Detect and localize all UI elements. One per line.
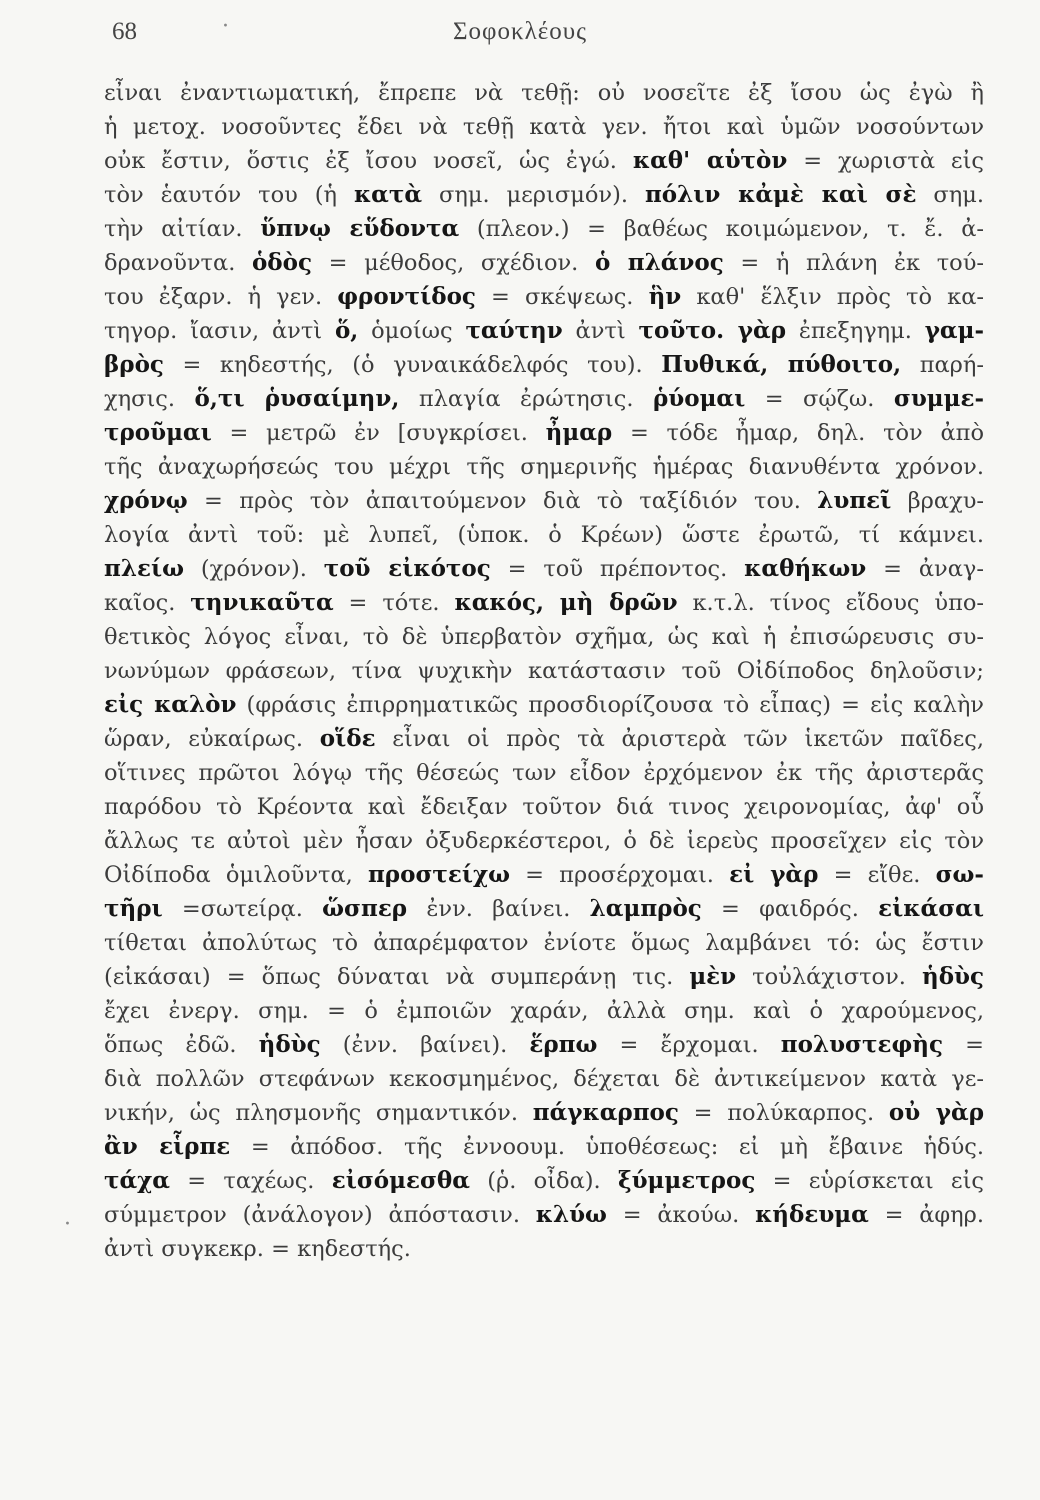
- gloss-text: νικήν, ὡς πλησμονῆς σημαντικόν.: [104, 1100, 533, 1126]
- gloss-text: (ἐνν. βαίνει).: [320, 1032, 530, 1058]
- lemma-term: πόλιν κἀμὲ καὶ σὲ: [644, 181, 917, 208]
- gloss-text: τίθεται ἀπολύτως τὸ ἀπαρέμφατον ἐνίοτε ὅμως λαμβάνει τό: ὡς ἔστιν: [104, 930, 984, 956]
- text-line: [104, 1096, 984, 1130]
- gloss-text: =σωτείρᾳ.: [162, 896, 323, 922]
- text-line: [104, 416, 984, 450]
- gloss-text: ἀντὶ: [562, 318, 639, 344]
- lemma-term: πλείω: [104, 555, 184, 582]
- lemma-term: φροντίδος: [337, 283, 476, 310]
- text-line: [104, 518, 984, 552]
- lemma-term: λαμπρὸς: [589, 895, 702, 922]
- text-line: [104, 484, 984, 518]
- gloss-text: τὸν ἑαυτόν του (ἡ: [104, 182, 354, 208]
- lemma-term: τροῦμαι: [104, 419, 212, 446]
- lemma-term: ὅ,τι ῥυσαίμην,: [194, 385, 400, 412]
- lemma-term: ὅ,: [334, 317, 359, 344]
- gloss-text: παρόδου τὸ Κρέοντα καὶ ἔδειξαν τοῦτον διά τινος χειρονομίας, ἀφ' οὗ: [104, 794, 984, 820]
- gloss-text: του ἐξαρν. ἡ γεν.: [104, 284, 338, 310]
- gloss-text: =: [943, 1032, 984, 1058]
- gloss-text: = εὑρίσκεται εἰς: [755, 1168, 984, 1194]
- gloss-text: εἶναι οἱ πρὸς τὰ ἀριστερὰ τῶν ἱκετῶν παῖδες,: [375, 726, 985, 752]
- lemma-term: ὕπνῳ εὕδοντα: [260, 215, 460, 242]
- page-header: [0, 14, 1040, 54]
- gloss-text: ἀντὶ συγκεκρ. = κηδεστής.: [104, 1236, 411, 1262]
- gloss-text: δρανοῦντα.: [104, 250, 252, 276]
- text-line: [104, 756, 984, 790]
- gloss-text: (φράσις ἐπιρρηματικῶς προσδιορίζουσα τὸ εἶπας) = εἰς καλὴν: [236, 692, 984, 718]
- text-line: [104, 212, 984, 246]
- gloss-text: ἔχει ἐνεργ. σημ. = ὁ ἐμποιῶν χαράν, ἀλλὰ σημ. καὶ ὁ χαρούμενος,: [104, 998, 984, 1024]
- lemma-term: εἰκάσαι: [878, 895, 984, 922]
- lemma-term: εἰς καλὸν: [104, 691, 237, 718]
- gloss-text: τοὐλάχιστον.: [736, 964, 922, 990]
- lemma-term: συμμε-: [893, 385, 984, 412]
- lemma-term: εἰ γὰρ: [729, 861, 819, 888]
- text-line: [104, 246, 984, 280]
- lemma-term: σω-: [935, 861, 984, 888]
- page-number: 68: [112, 18, 137, 45]
- print-mark: ·: [64, 1212, 71, 1237]
- lemma-term: τοῦ εἰκότος: [323, 555, 491, 582]
- gloss-text: (ῥ. οἶδα).: [469, 1168, 618, 1194]
- gloss-text: ἐνν. βαίνει.: [407, 896, 590, 922]
- lemma-term: ἕρπω: [529, 1031, 598, 1058]
- text-line: [104, 824, 984, 858]
- lemma-term: τηνικαῦτα: [190, 589, 334, 616]
- text-line: [104, 76, 984, 110]
- lemma-term: χρόνῳ: [104, 487, 188, 514]
- gloss-text: (χρόνον).: [183, 556, 324, 582]
- lemma-term: ὁ πλάνος: [594, 249, 724, 276]
- gloss-text: = τότε.: [333, 590, 455, 616]
- gloss-text: = ἀπόδοσ. τῆς ἐννοουμ. ὑποθέσεως: εἰ μὴ ἔβαινε ἡδύς.: [230, 1134, 984, 1160]
- text-line: [104, 450, 984, 484]
- lemma-term: ἡδὺς: [258, 1031, 321, 1058]
- gloss-text: εἶναι ἐναντιωματική, ἔπρεπε νὰ τεθῇ: οὐ νοσεῖτε ἐξ ἴσου ὡς ἐγὼ ἢ: [104, 80, 984, 106]
- lemma-term: ταύτην: [465, 317, 563, 344]
- gloss-text: τῆς ἀναχωρήσεώς του μέχρι τῆς σημερινῆς ἡμέρας διανυθέντα χρόνον.: [104, 454, 984, 480]
- text-line: [104, 110, 984, 144]
- text-line: [104, 620, 984, 654]
- gloss-text: = πρὸς τὸν ἀπαιτούμενον διὰ τὸ ταξίδιόν του.: [187, 488, 818, 514]
- lemma-term: κακός, μὴ δρῶν: [454, 589, 678, 616]
- text-line: [104, 314, 984, 348]
- lemma-term: ξύμμετρος: [617, 1167, 756, 1194]
- gloss-text: πλαγία ἐρώτησις.: [399, 386, 653, 412]
- gloss-text: = χωριστὰ εἰς: [787, 148, 984, 174]
- gloss-text: Οἰδίποδα ὁμιλοῦντα,: [104, 862, 368, 888]
- lemma-term: μὲν: [689, 963, 737, 990]
- gloss-text: χησις.: [104, 386, 195, 412]
- gloss-text: ἄλλως τε αὐτοὶ μὲν ἦσαν ὀξυδερκέστεροι, ὁ δὲ ἱερεὺς προσεῖχεν εἰς τὸν: [104, 828, 984, 854]
- gloss-text: = ἔρχομαι.: [597, 1032, 781, 1058]
- gloss-text: ἡ μετοχ. νοσοῦντες ἔδει νὰ τεθῇ κατὰ γεν. ἤτοι καὶ ὑμῶν νοσούντων: [104, 114, 984, 140]
- print-mark: ·: [222, 14, 229, 39]
- lemma-term: καθήκων: [744, 555, 867, 582]
- lemma-term: οὐ γὰρ: [888, 1099, 984, 1126]
- commentary-text: [104, 76, 984, 1266]
- lemma-term: ὁδὸς: [251, 249, 312, 276]
- gloss-text: καῖος.: [104, 590, 191, 616]
- lemma-term: τῆρι: [104, 895, 163, 922]
- text-line: [104, 280, 984, 314]
- text-line: [104, 1198, 984, 1232]
- running-title: Σοφοκλέους: [453, 18, 587, 45]
- text-line: [104, 1062, 984, 1096]
- text-line: [104, 994, 984, 1028]
- lemma-term: γαμ-: [924, 317, 985, 344]
- gloss-text: = προσέρχομαι.: [510, 862, 730, 888]
- text-line: [104, 1130, 984, 1164]
- gloss-text: νωνύμων φράσεων, τίνα ψυχικὴν κατάστασιν τοῦ Οἰδίποδος δηλοῦσιν;: [104, 658, 984, 684]
- text-line: [104, 1232, 984, 1266]
- gloss-text: = κηδεστής, (ὁ γυναικάδελφός του).: [163, 352, 662, 378]
- gloss-text: οὐκ ἔστιν, ὅστις ἐξ ἴσου νοσεῖ, ὡς ἐγώ.: [104, 148, 633, 174]
- text-line: [104, 926, 984, 960]
- lemma-term: κλύω: [535, 1201, 607, 1228]
- gloss-text: = ταχέως.: [170, 1168, 332, 1194]
- lemma-term: οἵδε: [319, 725, 376, 752]
- gloss-text: σύμμετρον (ἀνάλογον) ἀπόστασιν.: [104, 1202, 536, 1228]
- text-line: [104, 1028, 984, 1062]
- lemma-term: βρὸς: [104, 351, 164, 378]
- gloss-text: = ἀναγ-: [866, 556, 984, 582]
- lemma-term: κατὰ: [353, 181, 423, 208]
- gloss-text: = ἀφηρ.: [868, 1202, 985, 1228]
- text-line: [104, 790, 984, 824]
- gloss-text: βραχυ-: [891, 488, 984, 514]
- lemma-term: Πυθικά, πύθοιτο,: [661, 351, 902, 378]
- lemma-term: ὥσπερ: [322, 895, 408, 922]
- lemma-term: προστείχω: [367, 861, 511, 888]
- lemma-term: τάχα: [104, 1167, 171, 1194]
- text-line: [104, 722, 984, 756]
- gloss-text: = τοῦ πρέποντος.: [490, 556, 745, 582]
- gloss-text: = σκέψεως.: [475, 284, 649, 310]
- lemma-term: κήδευμα: [755, 1201, 869, 1228]
- gloss-text: οἵτινες πρῶτοι λόγῳ τῆς θέσεώς των εἶδον ἐρχόμενον ἐκ τῆς ἀριστερᾶς: [104, 760, 984, 786]
- gloss-text: = τόδε ἦμαρ, δηλ. τὸν ἀπὸ: [612, 420, 984, 446]
- gloss-text: = μετρῶ ἐν [συγκρίσει.: [211, 420, 546, 446]
- gloss-text: ὥραν, εὐκαίρως.: [104, 726, 320, 752]
- text-line: [104, 348, 984, 382]
- text-line: [104, 178, 984, 212]
- gloss-text: = φαιδρός.: [701, 896, 879, 922]
- text-line: [104, 586, 984, 620]
- text-line: [104, 858, 984, 892]
- gloss-text: τὴν αἰτίαν.: [104, 216, 261, 242]
- text-line: [104, 960, 984, 994]
- lemma-term: πάγκαρπος: [532, 1099, 679, 1126]
- lemma-term: ἂν εἷρπε: [104, 1133, 231, 1160]
- text-line: [104, 688, 984, 722]
- lemma-term: ἡδὺς: [921, 963, 984, 990]
- text-line: [104, 382, 984, 416]
- gloss-text: τηγορ. ἴασιν, ἀντὶ: [104, 318, 335, 344]
- gloss-text: (εἰκάσαι) = ὅπως δύναται νὰ συμπεράνῃ τις.: [104, 964, 690, 990]
- gloss-text: διὰ πολλῶν στεφάνων κεκοσμημένος, δέχεται δὲ ἀντικείμενον κατὰ γε-: [104, 1066, 984, 1092]
- gloss-text: καθ' ἕλξιν πρὸς τὸ κα-: [681, 284, 984, 310]
- gloss-text: = εἴθε.: [818, 862, 936, 888]
- text-line: [104, 892, 984, 926]
- gloss-text: σημ.: [916, 182, 984, 208]
- lemma-term: εἰσόμεσθα: [331, 1167, 470, 1194]
- gloss-text: (πλεον.) = βαθέως κοιμώμενον, τ. ἔ. ἀ-: [459, 216, 984, 242]
- gloss-text: = ἀκούω.: [606, 1202, 756, 1228]
- lemma-term: λυπεῖ: [817, 487, 892, 514]
- gloss-text: κ.τ.λ. τίνος εἴδους ὑπο-: [677, 590, 985, 616]
- lemma-term: ῥύομαι: [652, 385, 746, 412]
- text-line: [104, 552, 984, 586]
- lemma-term: πολυστεφὴς: [780, 1031, 944, 1058]
- lemma-term: καθ' αὑτὸν: [632, 147, 788, 174]
- text-line: [104, 144, 984, 178]
- gloss-text: σημ. μερισμόν).: [422, 182, 645, 208]
- text-line: [104, 654, 984, 688]
- gloss-text: = μέθοδος, σχέδιον.: [312, 250, 595, 276]
- gloss-text: λογία ἀντὶ τοῦ: μὲ λυπεῖ, (ὑποκ. ὁ Κρέων) ὥστε ἐρωτῶ, τί κάμνει.: [104, 522, 984, 548]
- gloss-text: = πολύκαρπος.: [678, 1100, 889, 1126]
- lemma-term: ἣν: [648, 283, 682, 310]
- gloss-text: παρή-: [901, 352, 984, 378]
- text-line: [104, 1164, 984, 1198]
- gloss-text: ἐπεξηγημ.: [786, 318, 925, 344]
- lemma-term: ἦμαρ: [545, 419, 613, 446]
- gloss-text: = ἡ πλάνη ἐκ τού-: [723, 250, 985, 276]
- gloss-text: ὅπως ἐδῶ.: [104, 1032, 259, 1058]
- gloss-text: ὁμοίως: [358, 318, 466, 344]
- lemma-term: τοῦτο. γὰρ: [638, 317, 786, 344]
- gloss-text: θετικὸς λόγος εἶναι, τὸ δὲ ὑπερβατὸν σχῆμα, ὡς καὶ ἡ ἐπισώρευσις συ-: [104, 624, 984, 650]
- gloss-text: = σῴζω.: [745, 386, 894, 412]
